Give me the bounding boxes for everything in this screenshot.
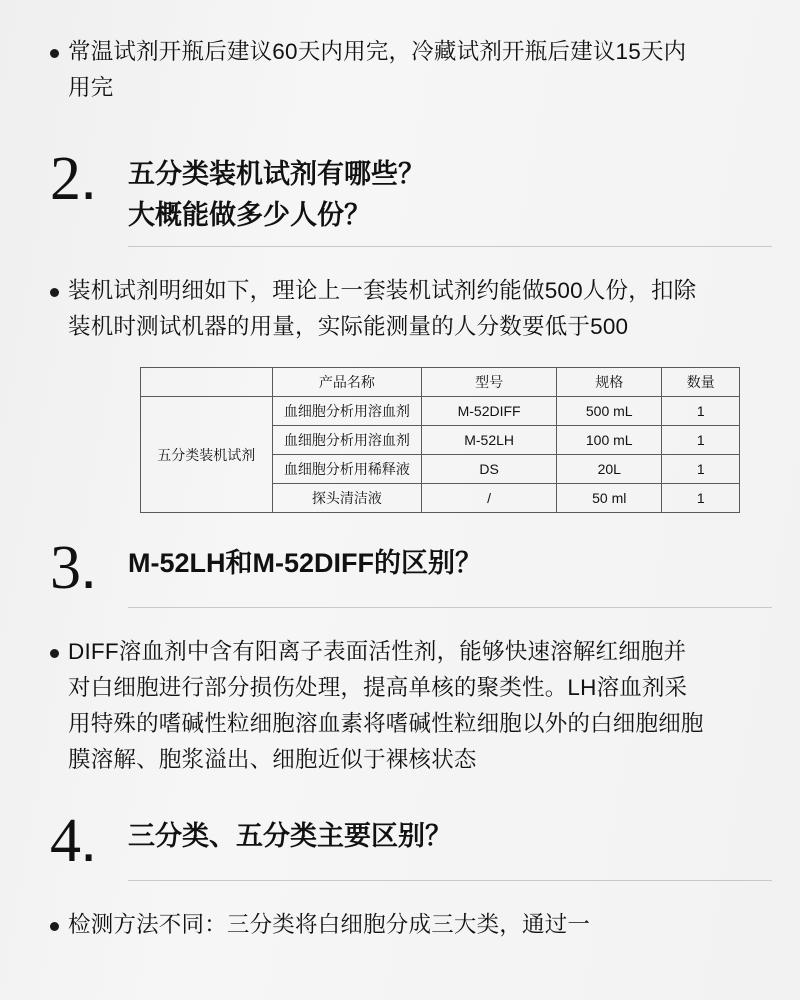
- section-title-2: [128, 150, 772, 236]
- table-cell-model: DS: [422, 455, 557, 484]
- list-item: [50, 34, 772, 106]
- table-cell-spec: 50 ml: [557, 484, 662, 513]
- table-cell-qty: 1: [662, 426, 740, 455]
- bullet-dot-icon: [50, 49, 59, 58]
- table-header-model: 型号: [422, 368, 557, 397]
- table-cell-qty: 1: [662, 397, 740, 426]
- table-row: [141, 397, 740, 426]
- table-cell-product-name: 血细胞分析用溶血剂: [272, 426, 422, 455]
- reagent-table-wrapper: [140, 367, 772, 513]
- table-cell-model: M-52DIFF: [422, 397, 557, 426]
- table-cell-product-name: 血细胞分析用稀释液: [272, 455, 422, 484]
- table-cell-qty: 1: [662, 455, 740, 484]
- reagent-table: [140, 367, 740, 513]
- table-cell-product-name: 血细胞分析用溶血剂: [272, 397, 422, 426]
- section-heading-3: [50, 533, 772, 602]
- section-number-2: 2.: [50, 144, 97, 213]
- bullet-text: 装机试剂明细如下，理论上一套装机试剂约能做500人份，扣除装机时测试机器的用量，实际能测量的人分数要低于500: [68, 278, 697, 339]
- table-header-row: [141, 368, 740, 397]
- table-cell-model: M-52LH: [422, 426, 557, 455]
- list-item: [50, 273, 772, 345]
- table-cell-qty: 1: [662, 484, 740, 513]
- bullet-dot-icon: [50, 649, 59, 658]
- section-heading-2: [50, 144, 772, 236]
- section-title-3: [128, 539, 772, 584]
- section-title-line1: 三分类、五分类主要区别？: [128, 821, 452, 851]
- section-title-line2: 大概能做多少人份？: [128, 200, 371, 230]
- table-cell-product-name: 探头清洁液: [272, 484, 422, 513]
- table-cell-spec: 20L: [557, 455, 662, 484]
- section-number-4: 4.: [50, 806, 97, 875]
- bullet-dot-icon: [50, 288, 59, 297]
- table-header-product-name: 产品名称: [272, 368, 422, 397]
- section-title-4: [128, 812, 772, 857]
- table-header-qty: 数量: [662, 368, 740, 397]
- bullet-dot-icon: [50, 922, 59, 931]
- table-cell-spec: 100 mL: [557, 426, 662, 455]
- section-number-3: 3.: [50, 533, 97, 602]
- list-item: [50, 907, 772, 943]
- table-cell-spec: 500 mL: [557, 397, 662, 426]
- list-item: [50, 634, 772, 778]
- bullet-text: 常温试剂开瓶后建议60天内用完，冷藏试剂开瓶后建议15天内用完: [68, 39, 687, 100]
- table-cell-model: /: [422, 484, 557, 513]
- section-title-line1: 五分类装机试剂有哪些？: [128, 159, 425, 189]
- table-header-spec: 规格: [557, 368, 662, 397]
- table-corner-cell: [141, 368, 273, 397]
- bullet-text: 检测方法不同：三分类将白细胞分成三大类，通过一: [68, 912, 591, 937]
- section-heading-4: [50, 806, 772, 875]
- bullet-text: DIFF溶血剂中含有阳离子表面活性剂，能够快速溶解红细胞并对白细胞进行部分损伤处理，提高单核的聚类性。LH溶血剂采用特殊的嗜碱性粒细胞溶血素将嗜碱性粒细胞以外的白细胞细胞膜溶解、胞浆溢出、细胞近似于裸核状态: [68, 639, 704, 772]
- table-row-label: 五分类装机试剂: [141, 397, 273, 513]
- section-title-line1: M-52LH和M-52DIFF的区别？: [128, 548, 483, 578]
